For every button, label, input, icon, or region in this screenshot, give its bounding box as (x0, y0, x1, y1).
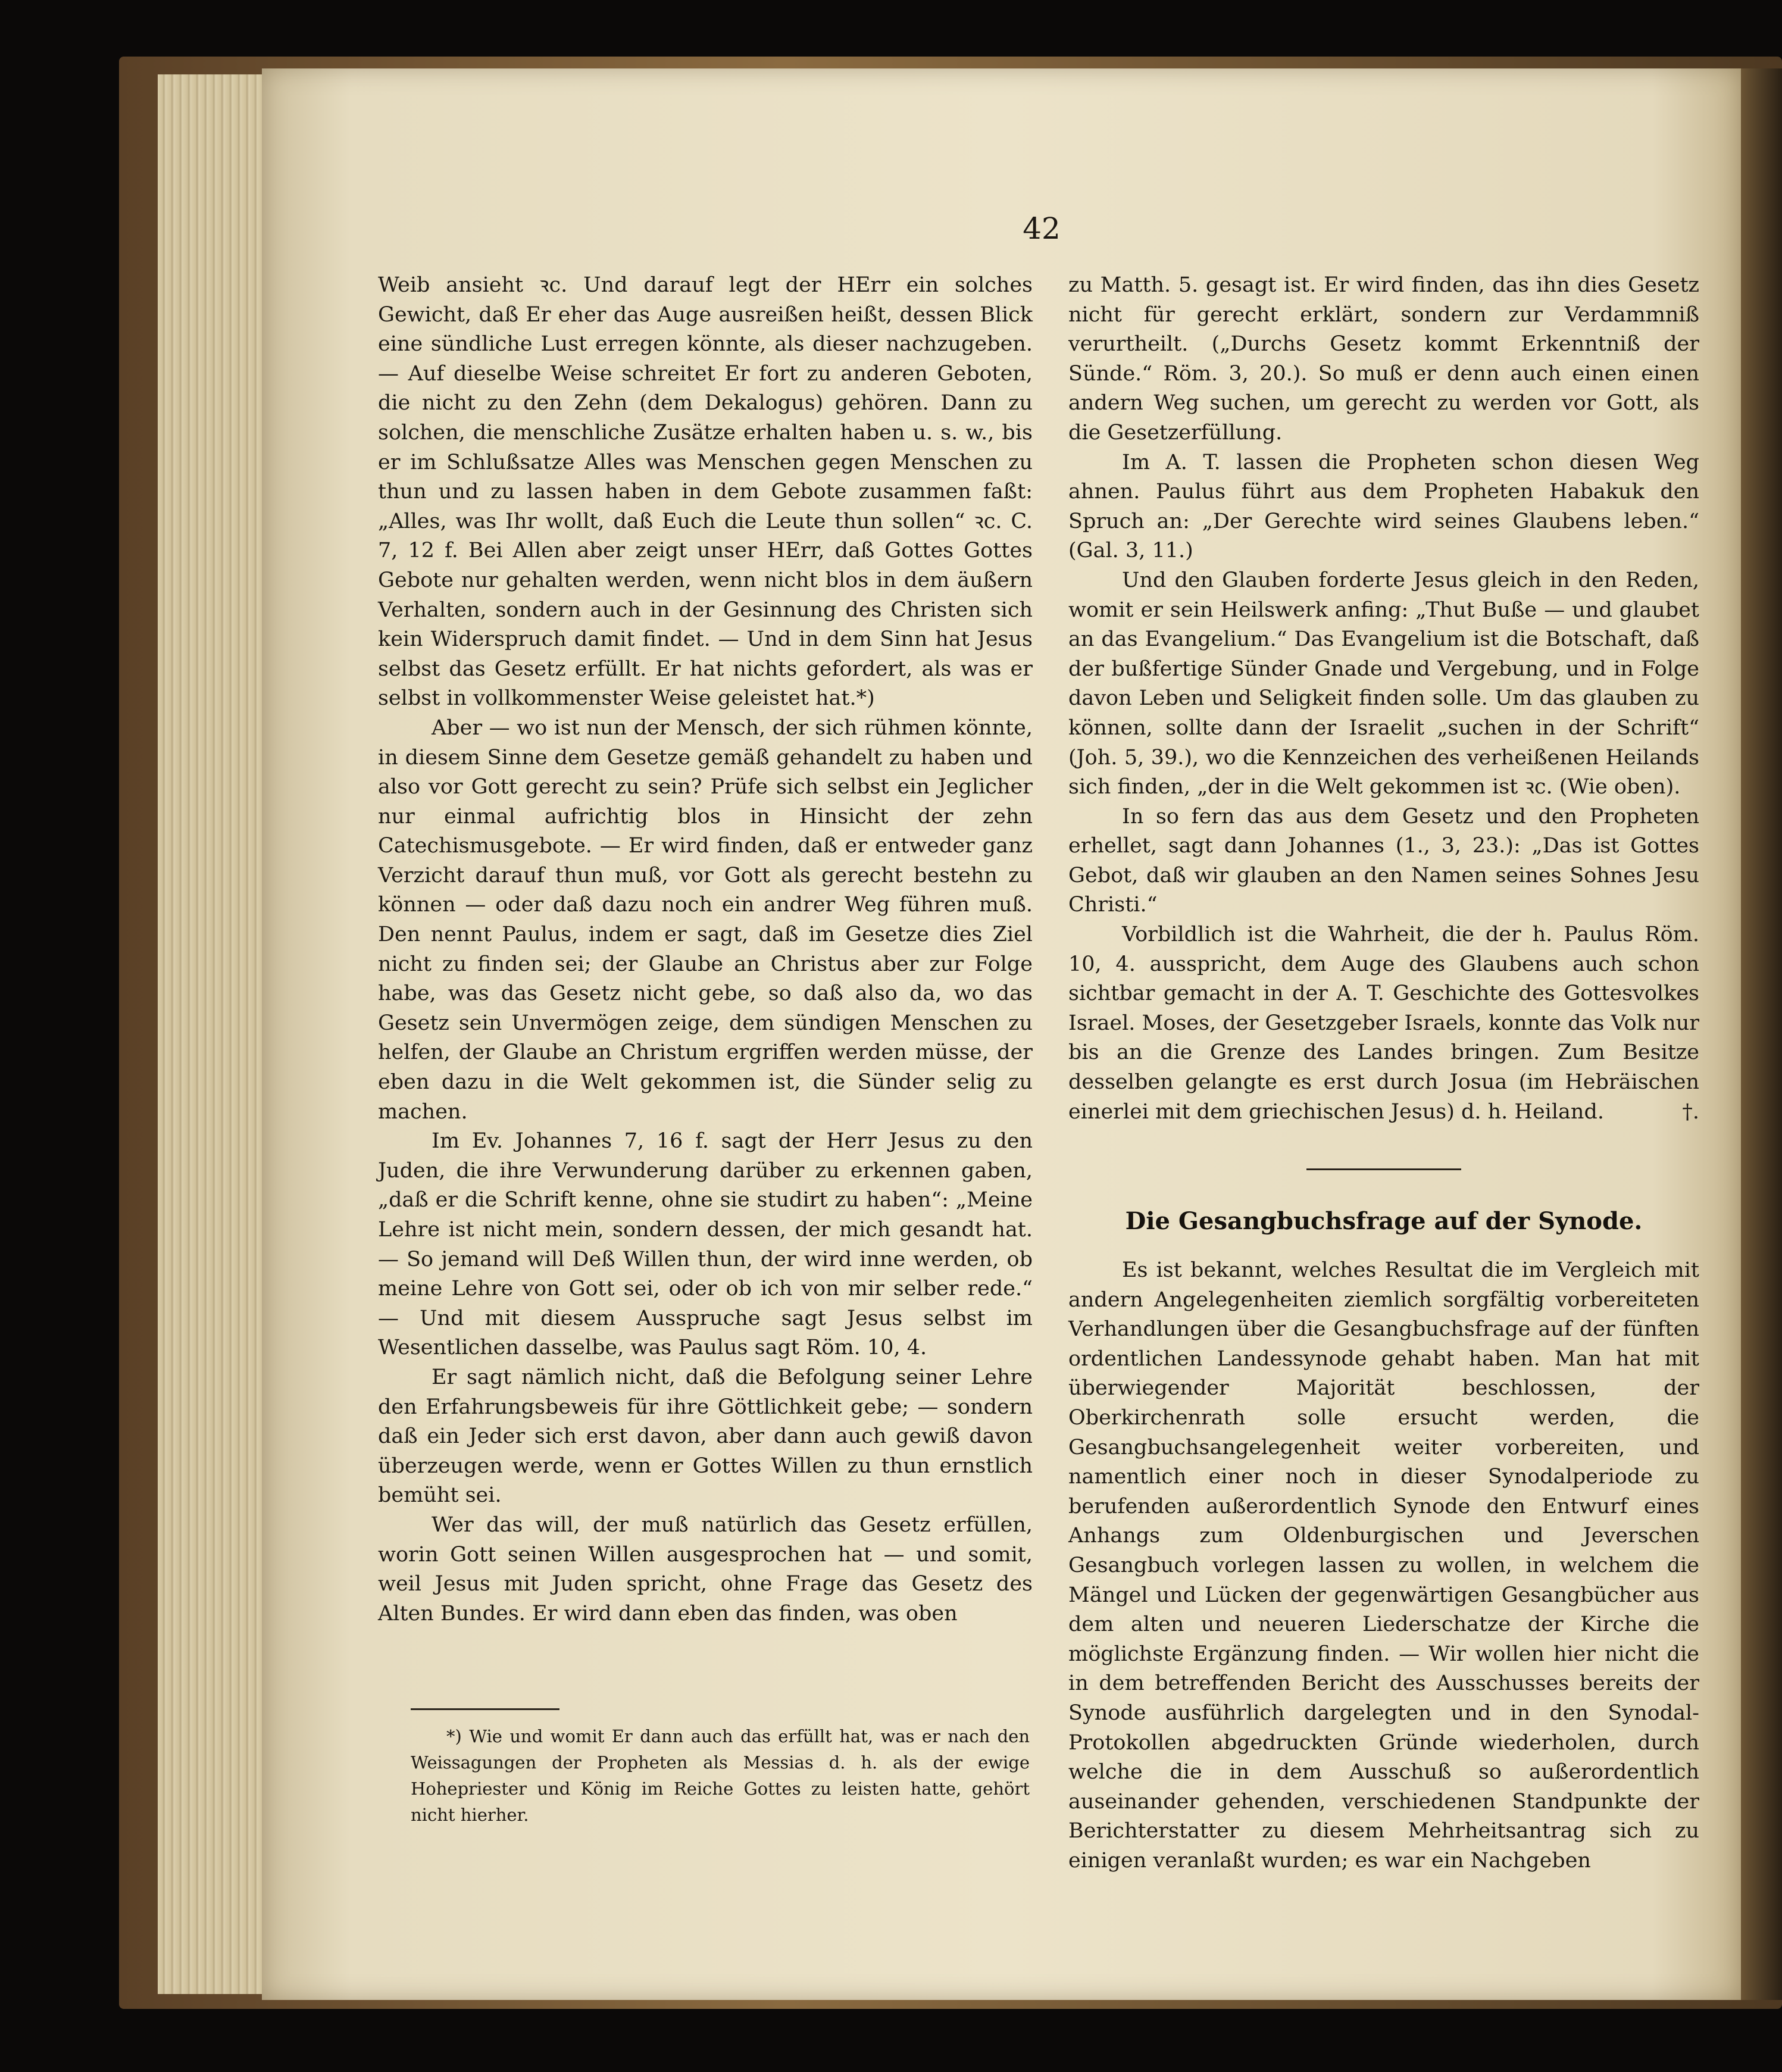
footnote: *) Wie und womit Er dann auch das erfüllt hat, was er nach den Weissagungen der Propheten als Messias d. h. als der ewige Hohepriester und König im Reiche Gottes zu leisten hatte, gehört nicht hierher. (411, 1726, 1030, 1825)
left-column (378, 271, 1033, 1759)
paragraph: Er sagt nämlich nicht, daß die Befolgung seiner Lehre den Erfahrungsbeweis für ihre Göttlichkeit gebe; — sondern daß ein Jeder sich erst davon, aber dann auch gewiß davon überzeugen werde, wenn er Gottes Willen zu thun ernstlich bemüht sei. (378, 1365, 1033, 1508)
right-column (1068, 271, 1699, 1127)
paragraph: In so fern das aus dem Gesetz und den Propheten erhellet, sagt dann Johannes (1., 3, 23.): „Das ist Gottes Gebot, daß wir glauben an den Namen seines Sohnes Jesu Christi.“ (1068, 804, 1699, 917)
page-number: 42 (1023, 211, 1061, 246)
paragraph: Und den Glauben forderte Jesus gleich in den Reden, womit er sein Heilswerk anfing: „Thut Buße — und glaubet an das Evangelium.“ Das Evangelium ist die Botschaft, daß der bußfertige Sünder Gnade und Vergebung, und in Folge davon Leben und Seligkeit finden solle. Um das glauben zu können, sollte dann der Israelit „suchen in der Schrift“ (Joh. 5, 39.), wo die Kennzeichen des verheißenen Heilands sich finden, „der in die Welt gekommen ist ꝛc. (Wie oben). (1068, 568, 1699, 799)
footnote-rule (411, 1708, 559, 1710)
paragraph: Wer das will, der muß natürlich das Gesetz erfüllen, worin Gott seinen Willen ausgesprochen hat — und somit, weil Jesus mit Juden spricht, ohne Frage das Gesetz des Alten Bundes. Er wird dann eben das finden, was oben (378, 1512, 1033, 1626)
paragraph-text: Vorbildlich ist die Wahrheit, die der h. Paulus Röm. 10, 4. ausspricht, dem Auge des Glaubens auch schon sichtbar gemacht in der A. T. Geschichte des Gottesvolkes Israel. Moses, der Gesetzgeber Israels, konnte das Volk nur bis an die Grenze des Landes bringen. Zum Besitze desselben gelangte es erst durch Josua (im Hebräischen einerlei mit dem griechischen Jesus) d. h. Heiland. (1068, 923, 1699, 1124)
next-page-edge (1741, 68, 1782, 2000)
paragraph: Aber — wo ist nun der Mensch, der sich rühmen könnte, in diesem Sinne dem Gesetze gemäß gehandelt zu haben und also vor Gott gerecht zu sein? Prüfe sich selbst ein Jeglicher nur einmal aufrichtig blos in Hinsicht der zehn Catechismusgebote. — Er wird finden, daß er entweder ganz Verzicht darauf thun muß, vor Gott als gerecht bestehn zu können — oder daß dazu noch ein andrer Weg führen muß. Den nennt Paulus, indem er sagt, daß im Gesetze dies Ziel nicht zu finden sei; der Glaube an Christus aber zur Folge habe, was das Gesetz nicht gebe, so daß also da, wo das Gesetz sein Unvermögen zeige, dem sündigen Menschen zu helfen, der Glaube an Christum ergriffen werden müsse, der eben dazu in die Welt gekommen ist, die Sünder selig zu machen. (378, 715, 1033, 1124)
section-heading: Die Gesangbuchsfrage auf der Synode. (1125, 1207, 1643, 1235)
paragraph: zu Matth. 5. gesagt ist. Er wird finden, das ihn dies Gesetz nicht für gerecht erklärt, sondern zur Verdammniß verurtheilt. („Durchs Gesetz kommt Erkenntniß der Sünde.“ Röm. 3, 20.). So muß er denn auch einen einen andern Weg suchen, um gerecht zu werden vor Gott, als die Gesetzerfüllung. (1068, 273, 1699, 445)
paragraph: Im Ev. Johannes 7, 16 f. sagt der Herr Jesus zu den Juden, die ihre Verwunderung darüber zu erkennen gaben, „daß er die Schrift kenne, ohne sie studirt zu haben“: „Meine Lehre ist nicht mein, sondern dessen, der mich gesandt hat. — So jemand will Deß Willen thun, der wird inne werden, ob meine Lehre von Gott sei, oder ob ich von mir selber rede.“ — Und mit diesem Ausspruche sagt Jesus selbst im Wesentlichen dasselbe, was Paulus sagt Röm. 10, 4. (378, 1129, 1033, 1360)
paragraph: Im A. T. lassen die Propheten schon diesen Weg ahnen. Paulus führt aus dem Propheten Habakuk den Spruch an: „Der Gerechte wird seines Glaubens leben.“ (Gal. 3, 11.) (1068, 450, 1699, 563)
paragraph: Es ist bekannt, welches Resultat die im Vergleich mit andern Angelegenheiten ziemlich sorgfältig vorbereiteten Verhandlungen über die Gesangbuchsfrage auf der fünften ordentlichen Landessynode gehabt haben. Man hat mit überwiegender Majorität beschlossen, der Oberkirchenrath solle ersucht werden, die Gesangbuchsangelegenheit weiter vorbereiten, und namentlich einer noch in dieser Synodalperiode zu berufenden außerordentlich Synode den Entwurf eines Anhangs zum Oldenburgischen und Jeverschen Gesangbuch vorlegen lassen zu wollen, in welchem die Mängel und Lücken der gegenwärtigen Gesangbücher aus dem alten und neueren Liederschatze der Kirche die möglichste Ergänzung finden. — Wir wollen hier nicht die in dem betreffenden Bericht des Ausschusses bereits der Synode ausführlich dargelegten und in den Synodal-Protokollen abgedruckten Gründe wiederholen, durch welche die in dem Ausschuß so außerordentlich auseinander gehenden, verschiedenen Standpunkte der Berichterstatter zu diesem Mehrheitsantrag sich zu einigen veranlaßt wurden; es war ein Nachgeben (1068, 1258, 1699, 1873)
author-mark: †. (1682, 1099, 1699, 1124)
section-rule (1306, 1168, 1461, 1170)
paragraph: Weib ansieht ꝛc. Und darauf legt der HErr ein solches Gewicht, daß Er eher das Auge ausreißen heißt, dessen Blick eine sündliche Lust erregen könnte, als dieser nachzugeben. — Auf dieselbe Weise schreitet Er fort zu anderen Geboten, die nicht zu den Zehn (dem Dekalogus) gehören. Dann zu solchen, die menschliche Zusätze erhalten haben u. s. w., bis er im Schlußsatze Alles was Menschen gegen Menschen zu thun und zu lassen haben in dem Gebote zusammen faßt: „Alles, was Ihr wollt, daß Euch die Leute thun sollen“ ꝛc. C. 7, 12 f. Bei Allen aber zeigt unser HErr, daß Gottes Gottes Gebote nur gehalten werden, wenn nicht blos in dem äußern Verhalten, sondern auch in der Gesinnung des Christen sich kein Widerspruch damit findet. — Und in dem Sinn hat Jesus selbst das Gesetz erfüllt. Er hat nichts gefordert, als was er selbst in vollkommenster Weise geleistet hat.*) (378, 273, 1033, 711)
right-column-lower (1068, 1256, 1699, 1876)
paragraph (1068, 920, 1699, 1127)
page-edges (158, 74, 277, 1994)
